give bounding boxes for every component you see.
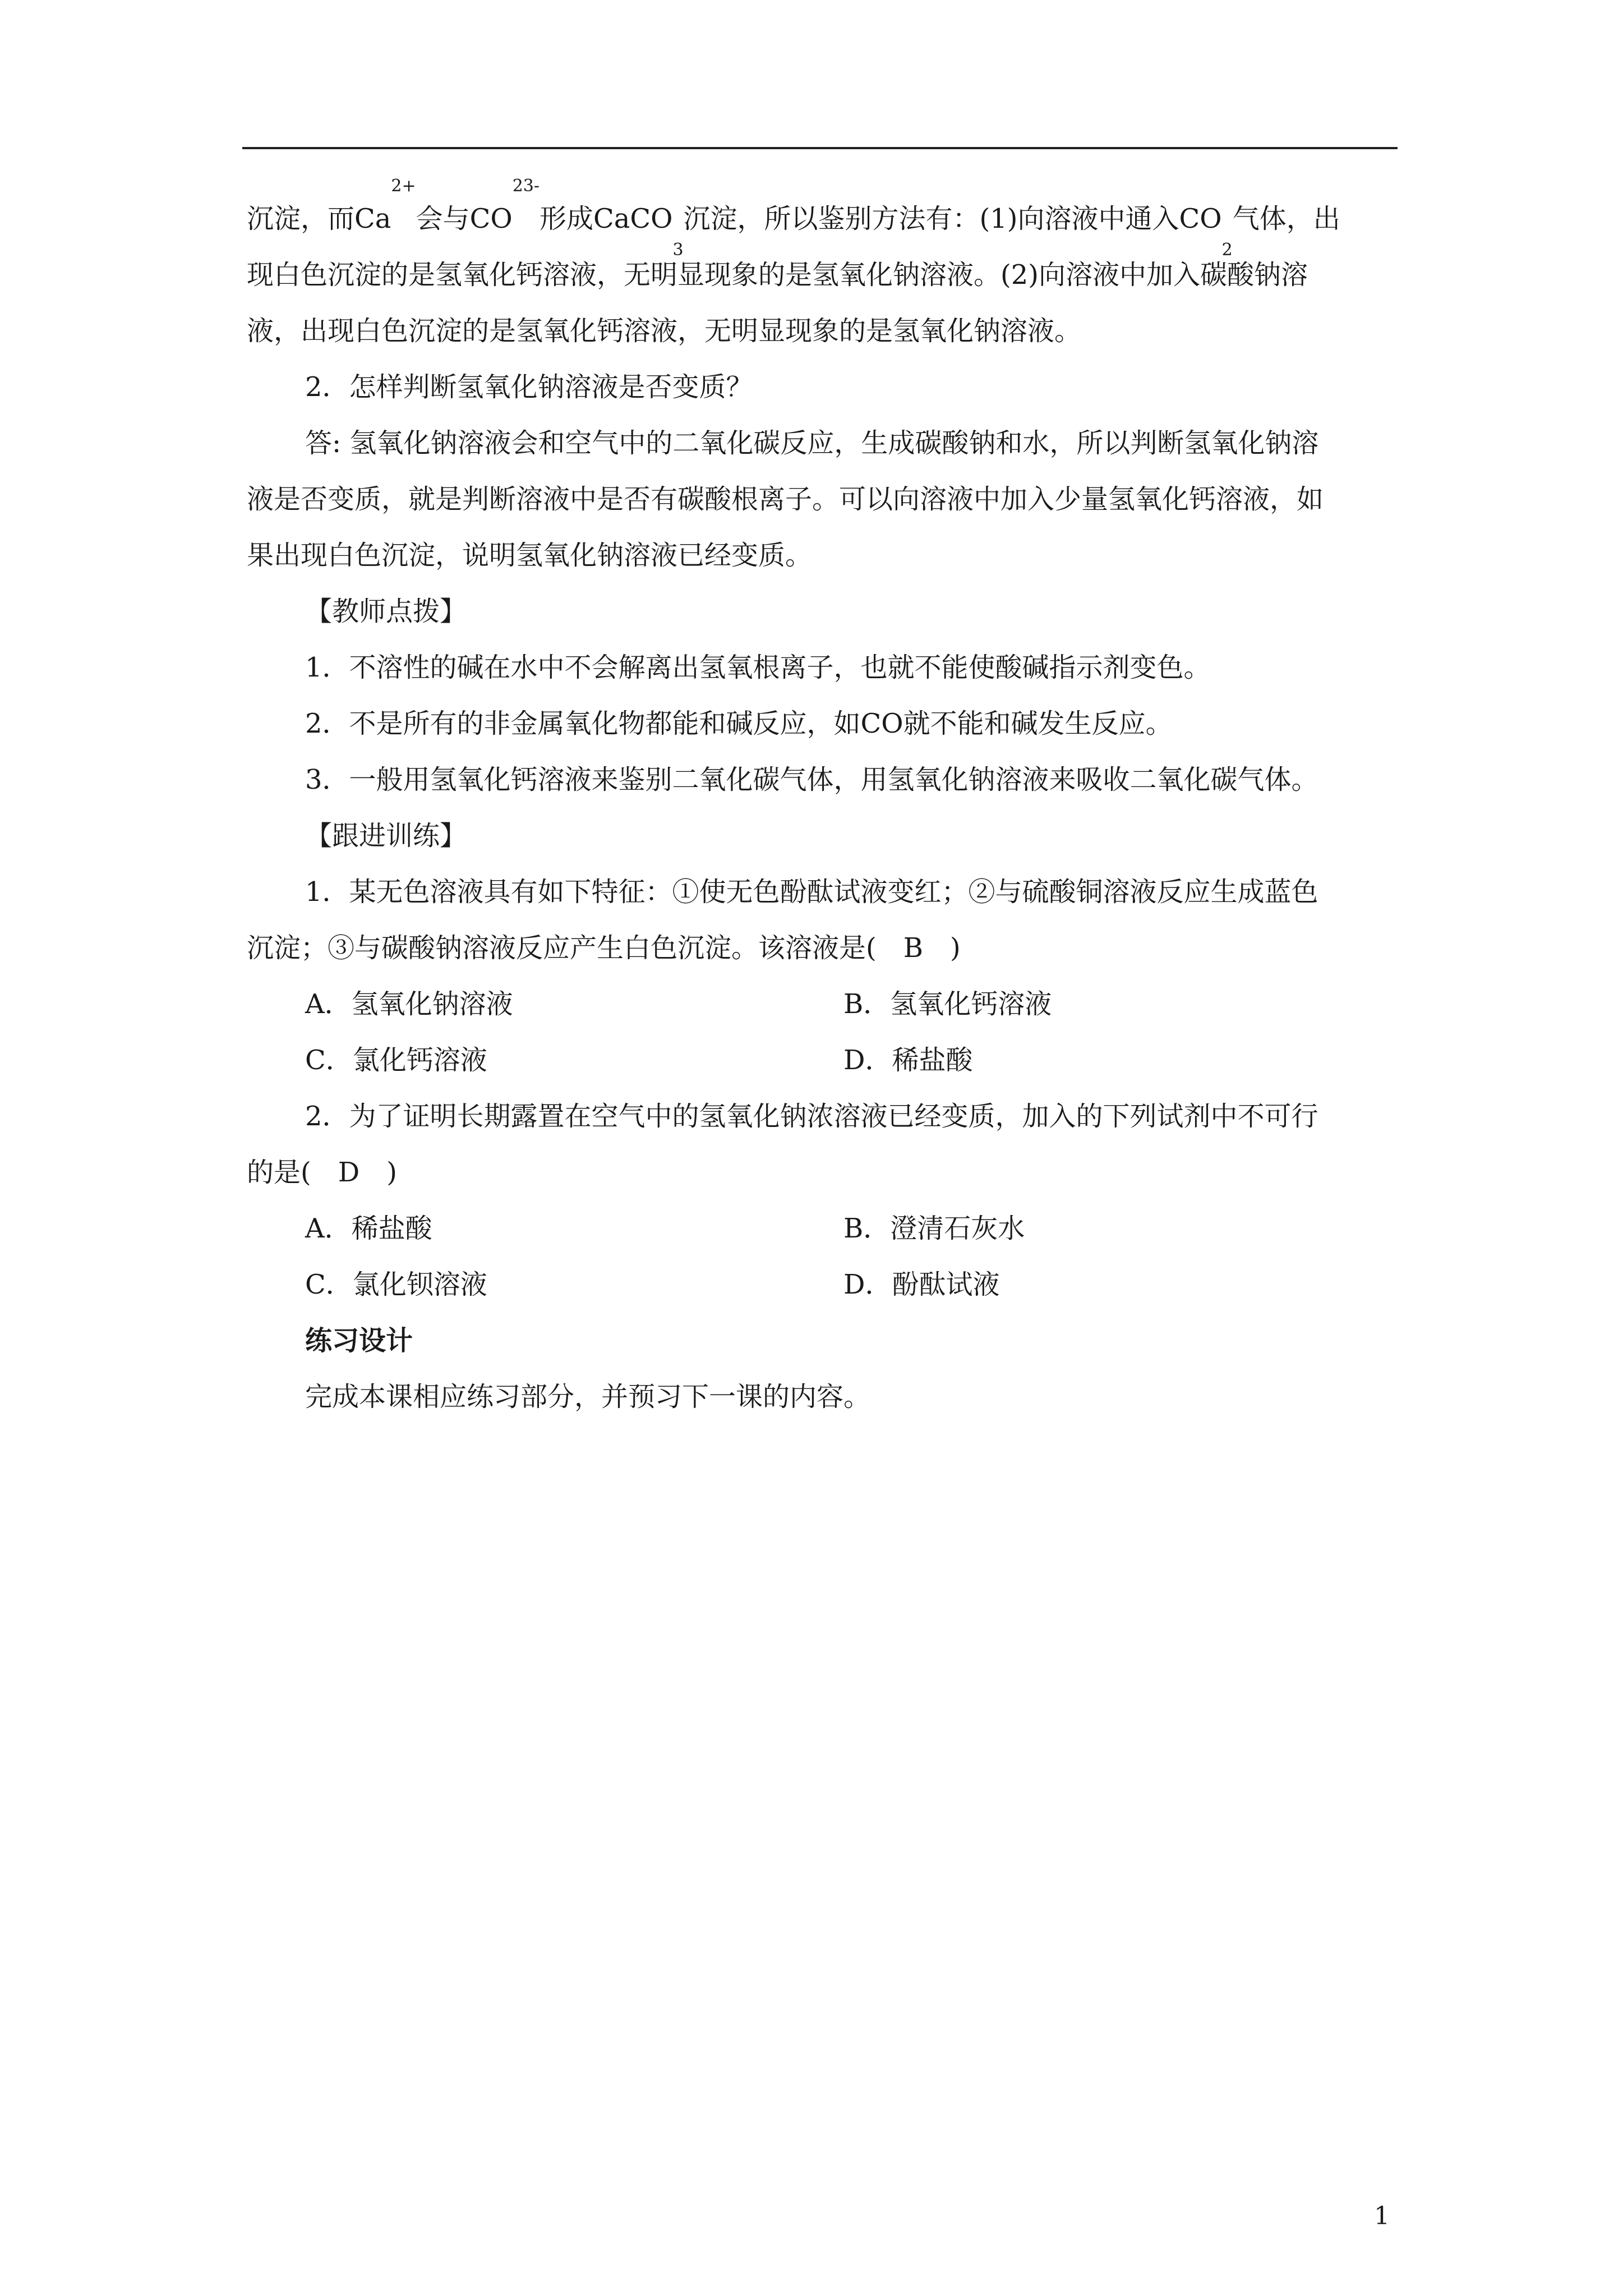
teacher-tips-heading: 【教师点拨】: [305, 596, 467, 627]
practice-heading: 练习设计: [305, 1325, 413, 1356]
text-run: 沉淀，所以鉴别方法有：(1)向溶液中通入CO: [683, 203, 1222, 234]
option-c: C．氯化钡溶液: [305, 1269, 487, 1300]
option-b: B．氢氧化钙溶液: [843, 988, 1052, 1020]
intro-line-1: [247, 176, 1396, 260]
text-run: 沉淀，而Ca: [247, 203, 391, 234]
option-b: B．澄清石灰水: [843, 1213, 1025, 1244]
question-2: 2．怎样判断氢氧化钠溶液是否变质？: [305, 371, 753, 403]
text-run: 形成CaCO: [540, 203, 673, 234]
text-run: 气体，出: [1232, 203, 1340, 234]
teacher-tip-2: 2．不是所有的非金属氧化物都能和碱反应，如CO就不能和碱发生反应。: [305, 708, 1173, 739]
text-run: 会与CO: [416, 203, 513, 234]
training-q1-options-row-1: [247, 976, 1396, 1032]
document-body: [247, 176, 1396, 1425]
training-q2-line-1: 2．为了证明长期露置在空气中的氢氧化钠浓溶液已经变质，加入的下列试剂中不可行: [305, 1101, 1318, 1132]
option-d: D．稀盐酸: [843, 1045, 973, 1076]
superscript: 23-: [512, 176, 540, 196]
teacher-tip-3: 3．一般用氢氧化钙溶液来鉴别二氧化碳气体，用氢氧化钠溶液来吸收二氧化碳气体。: [305, 764, 1318, 795]
option-d: D．酚酞试液: [843, 1269, 1000, 1300]
teacher-tip-1: 1．不溶性的碱在水中不会解离出氢氧根离子，也就不能使酸碱指示剂变色。: [305, 652, 1211, 683]
intro-line-2: 现白色沉淀的是氢氧化钙溶液，无明显现象的是氢氧化钠溶液。(2)向溶液中加入碳酸钠溶: [247, 259, 1308, 291]
subscript: 3: [672, 240, 684, 260]
answer-line-1: 答: 氢氧化钠溶液会和空气中的二氧化碳反应，生成碳酸钠和水，所以判断氢氧化钠溶: [305, 427, 1319, 459]
option-a: A．氢氧化钠溶液: [305, 988, 513, 1020]
answer-line-2: 液是否变质，就是判断溶液中是否有碳酸根离子。可以向溶液中加入少量氢氧化钙溶液，如: [247, 484, 1324, 515]
option-a: A．稀盐酸: [305, 1213, 432, 1244]
practice-text: 完成本课相应练习部分，并预习下一课的内容。: [305, 1381, 871, 1412]
training-q2-line-2: 的是( D ): [247, 1157, 397, 1188]
header-rule: [242, 147, 1398, 149]
intro-line-3: 液，出现白色沉淀的是氢氧化钙溶液，无明显现象的是氢氧化钠溶液。: [247, 315, 1082, 347]
page-number: 1: [1374, 2202, 1390, 2230]
training-heading: 【跟进训练】: [305, 820, 467, 852]
option-c: C．氯化钙溶液: [305, 1045, 487, 1076]
subscript: 2: [1221, 240, 1233, 260]
training-q1-line-2: 沉淀；③与碳酸钠溶液反应产生白色沉淀。该溶液是( B ): [247, 932, 961, 964]
superscript: 2+: [391, 176, 416, 196]
training-q1-line-1: 1．某无色溶液具有如下特征：①使无色酚酞试液变红；②与硫酸铜溶液反应生成蓝色: [305, 876, 1318, 908]
answer-line-3: 果出现白色沉淀，说明氢氧化钠溶液已经变质。: [247, 540, 813, 571]
training-q1-options-row-2: [247, 1032, 1396, 1088]
training-q2-options-row-1: [247, 1200, 1396, 1257]
training-q2-options-row-2: [247, 1257, 1396, 1313]
